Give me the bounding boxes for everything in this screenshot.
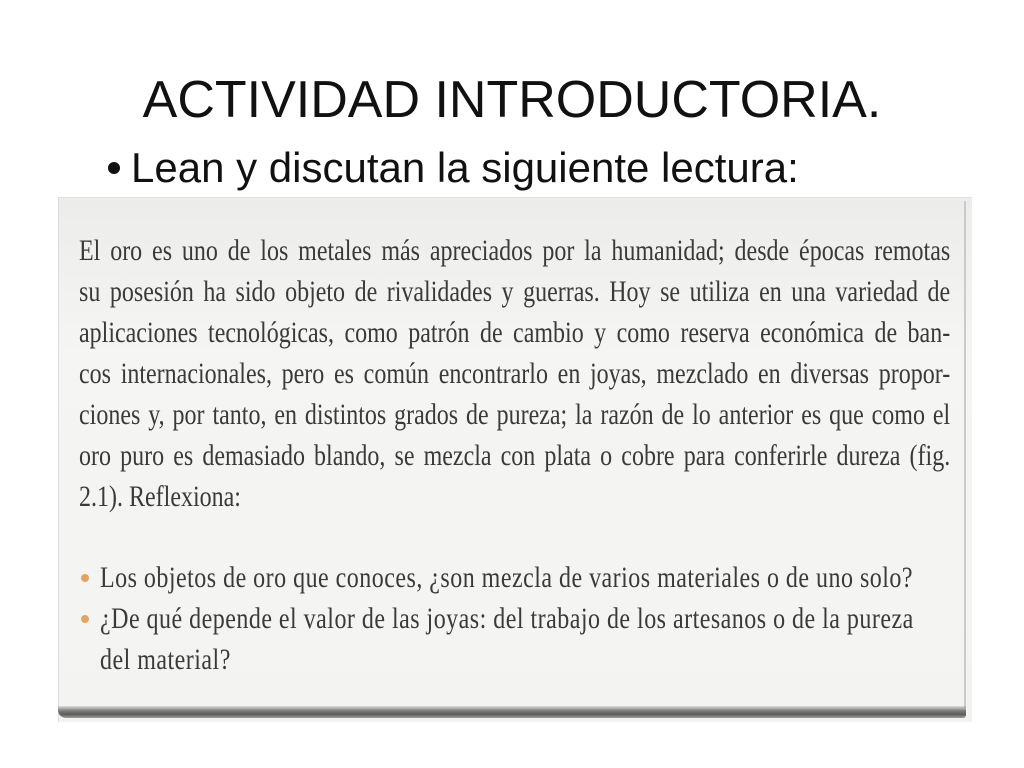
question-2-line: ¿De qué depende el valor de las joyas: del trabajo de los artesanos o de la pureza [100, 602, 914, 635]
reading-paragraph [79, 230, 950, 517]
slide-bullet-text: Lean y discutan la siguiente lectura: [131, 144, 799, 191]
paragraph-line: El oro es uno de los metales más apreciados por la humanidad; desde épocas remotas [79, 234, 951, 267]
paragraph-line: ciones y, por tanto, en distintos grados de pureza; la razón de lo anterior es que como el [79, 398, 951, 431]
slide-title: ACTIVIDAD INTRODUCTORIA. [142, 71, 882, 129]
question-bullet-icon [81, 615, 89, 623]
paragraph-line: 2.1). Reflexiona: [79, 480, 241, 513]
question-1-line: Los objetos de oro que conoces, ¿son mezcla de varios materiales o de uno solo? [100, 561, 914, 594]
question-bullet-icon [81, 574, 89, 582]
bullet-icon [108, 162, 120, 174]
reading-scan-image [58, 197, 972, 722]
scan-right-edge [964, 201, 966, 708]
paragraph-line: su posesión ha sido objeto de rivalidades y guerras. Hoy se utiliza en una variedad de [79, 275, 951, 308]
paragraph-line: cos internacionales, pero es común encontrarlo en joyas, mezclado en diversas propor- [79, 357, 951, 390]
scan-bottom-edge [58, 706, 966, 718]
reflection-questions [100, 557, 948, 680]
paragraph-line: aplicaciones tecnológicas, como patrón de cambio y como reserva económica de ban- [79, 316, 951, 349]
paragraph-line: oro puro es demasiado blando, se mezcla con plata o cobre para conferirle dureza (fig. [79, 439, 951, 472]
question-2-line: del material? [100, 643, 231, 676]
